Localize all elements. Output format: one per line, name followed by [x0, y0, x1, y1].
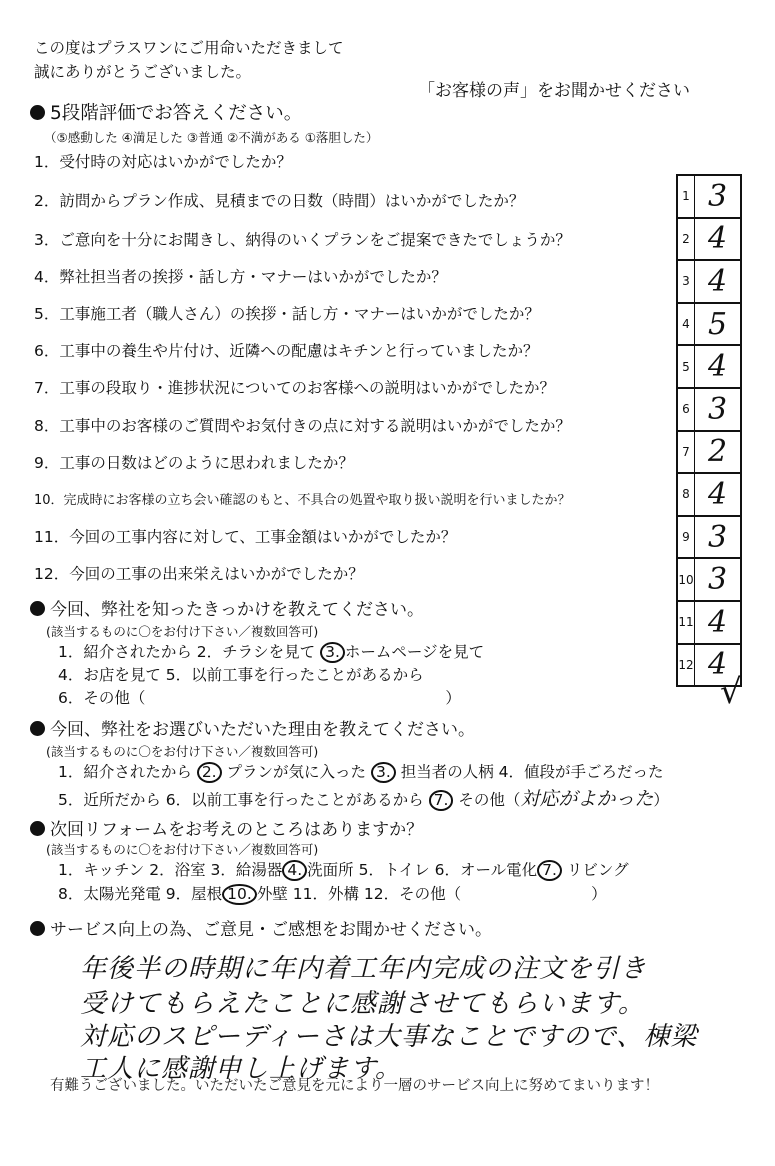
answer-row: 11 4	[676, 600, 742, 643]
question-4: 4．弊社担当者の挨拶・話し方・マナーはいかがでしたか？	[34, 268, 447, 286]
trigger-line-3: 6．その他（ ）	[58, 689, 461, 707]
trigger-line-1: 1．紹介されたから 2．チラシを見て 3. ホームページを見て	[58, 643, 485, 661]
next-line-2: 8．太陽光発電 9．屋根 10. 外壁 11．外構 12．その他（ ）	[58, 885, 607, 903]
circled-option: 3.	[371, 762, 396, 783]
question-9: 9．工事の日数はどのように思われましたか？	[34, 454, 354, 472]
banner-heading: 「お客様の声」をお聞かせください	[418, 81, 690, 101]
answer-row: 3 4	[676, 259, 742, 302]
answer-value: 4	[707, 349, 728, 385]
reason-line-1: 1．紹介されたから 2. プランが気に入った 3. 担当者の人柄 4．値段が手ごろだった	[58, 763, 664, 781]
question-12: 12．今回の工事の出来栄えはいかがでしたか？	[34, 565, 364, 583]
circled-option: 7.	[537, 860, 562, 881]
intro-line-1: この度はプラスワンにご用命いただきまして	[34, 39, 344, 57]
next-note: (該当するものに〇をお付け下さい／複数回答可)	[46, 842, 319, 857]
circled-option: 10.	[222, 884, 257, 905]
rating-title-text: 5段階評価でお答えください。	[50, 103, 303, 124]
answer-row: 2 4	[676, 217, 742, 260]
rating-section-title	[30, 99, 302, 125]
reason-note: (該当するものに〇をお付け下さい／複数回答可)	[46, 744, 319, 759]
comment-line-1: 年後半の時期に年内着工年内完成の注文を引き	[80, 954, 648, 984]
answer-row: 5 4	[676, 344, 742, 387]
next-section-title	[30, 815, 423, 840]
rating-scale: （⑤感動した ④満足した ③普通 ②不満がある ①落胆した）	[44, 130, 379, 145]
check-mark: √	[720, 672, 742, 712]
comment-line-2: 受けてもらえたことに感謝させてもらいます。	[80, 989, 645, 1019]
handwritten-other-reason: 対応がよかった	[520, 788, 654, 810]
answer-value: 5	[707, 306, 728, 342]
answer-row: 1 3	[676, 174, 742, 217]
comment-line-4: 工人に感謝申し上げます。	[80, 1054, 402, 1084]
footer-thanks: 有難うございました。いただいたご意見を元により一層のサービス向上に努めてまいります！	[50, 1078, 659, 1094]
question-7: 7．工事の段取り・進捗状況についてのお客様への説明はいかがでしたか？	[34, 379, 556, 397]
answer-value: 3	[707, 562, 728, 598]
answer-value: 3	[707, 178, 728, 214]
answer-value: 4	[707, 263, 728, 299]
answer-row: 10 3	[676, 557, 742, 600]
question-3: 3．ご意向を十分にお聞きし、納得のいくプランをご提案できたでしょうか？	[34, 231, 571, 249]
answer-row: 6 3	[676, 387, 742, 430]
trigger-title-text: 今回、弊社を知ったきっかけを教えてください。	[50, 600, 424, 620]
question-5: 5．工事施工者（職人さん）の挨拶・話し方・マナーはいかがでしたか？	[34, 305, 540, 323]
answer-value: 4	[707, 221, 728, 257]
answer-row: 8 4	[676, 472, 742, 515]
answer-value: 3	[707, 391, 728, 427]
answer-value: 4	[707, 476, 728, 512]
circled-option: 4.	[282, 860, 307, 881]
reason-line-2: 5．近所だから 6．以前工事を行ったことがあるから 7. その他（対応がよかった）	[58, 788, 669, 810]
answer-column	[676, 174, 742, 687]
question-1: 1．受付時の対応はいかがでしたか？	[34, 153, 292, 171]
question-11: 11．今回の工事内容に対して、工事金額はいかがでしたか？	[34, 528, 457, 546]
opinion-section-title	[30, 915, 492, 940]
answer-row: 7 2	[676, 430, 742, 473]
opinion-title-text: サービス向上の為、ご意見・ご感想をお聞かせください。	[50, 920, 492, 940]
answer-row: 12 4	[676, 643, 742, 688]
bullet-icon	[30, 821, 45, 836]
trigger-line-2: 4．お店を見て 5．以前工事を行ったことがあるから	[58, 666, 424, 684]
bullet-icon	[30, 921, 45, 936]
answer-value: 4	[707, 604, 728, 640]
comment-line-3: 対応のスピーディーさは大事なことですので、棟梁	[80, 1022, 698, 1052]
trigger-section-title	[30, 595, 424, 620]
bullet-icon	[30, 105, 45, 120]
answer-value: 4	[707, 647, 728, 683]
question-2: 2．訪問からプラン作成、見積までの日数（時間）はいかがでしたか？	[34, 192, 525, 210]
answer-value: 2	[707, 434, 728, 470]
bullet-icon	[30, 721, 45, 736]
trigger-note: (該当するものに〇をお付け下さい／複数回答可)	[46, 624, 319, 639]
intro-line-2: 誠にありがとうございました。	[34, 63, 252, 81]
reason-section-title	[30, 715, 475, 740]
circled-option: 3.	[320, 642, 345, 663]
bullet-icon	[30, 601, 45, 616]
answer-row: 9 3	[676, 515, 742, 558]
next-title-text: 次回リフォームをお考えのところはありますか？	[50, 820, 424, 840]
next-line-1: 1．キッチン 2．浴室 3．給湯器 4. 洗面所 5．トイレ 6．オール電化 7. リビング	[58, 861, 629, 879]
question-8: 8．工事中のお客様のご質問やお気付きの点に対する説明はいかがでしたか？	[34, 417, 571, 435]
circled-option: 7.	[429, 790, 454, 811]
answer-row: 4 5	[676, 302, 742, 345]
question-10: 10．完成時にお客様の立ち会い確認のもと、不具合の処置や取り扱い説明を行いましたか？	[34, 493, 571, 508]
circled-option: 2.	[197, 762, 222, 783]
answer-value: 3	[707, 519, 728, 555]
reason-title-text: 今回、弊社をお選びいただいた理由を教えてください。	[50, 720, 475, 740]
question-6: 6．工事中の養生や片付け、近隣への配慮はキチンと行っていましたか？	[34, 342, 539, 360]
